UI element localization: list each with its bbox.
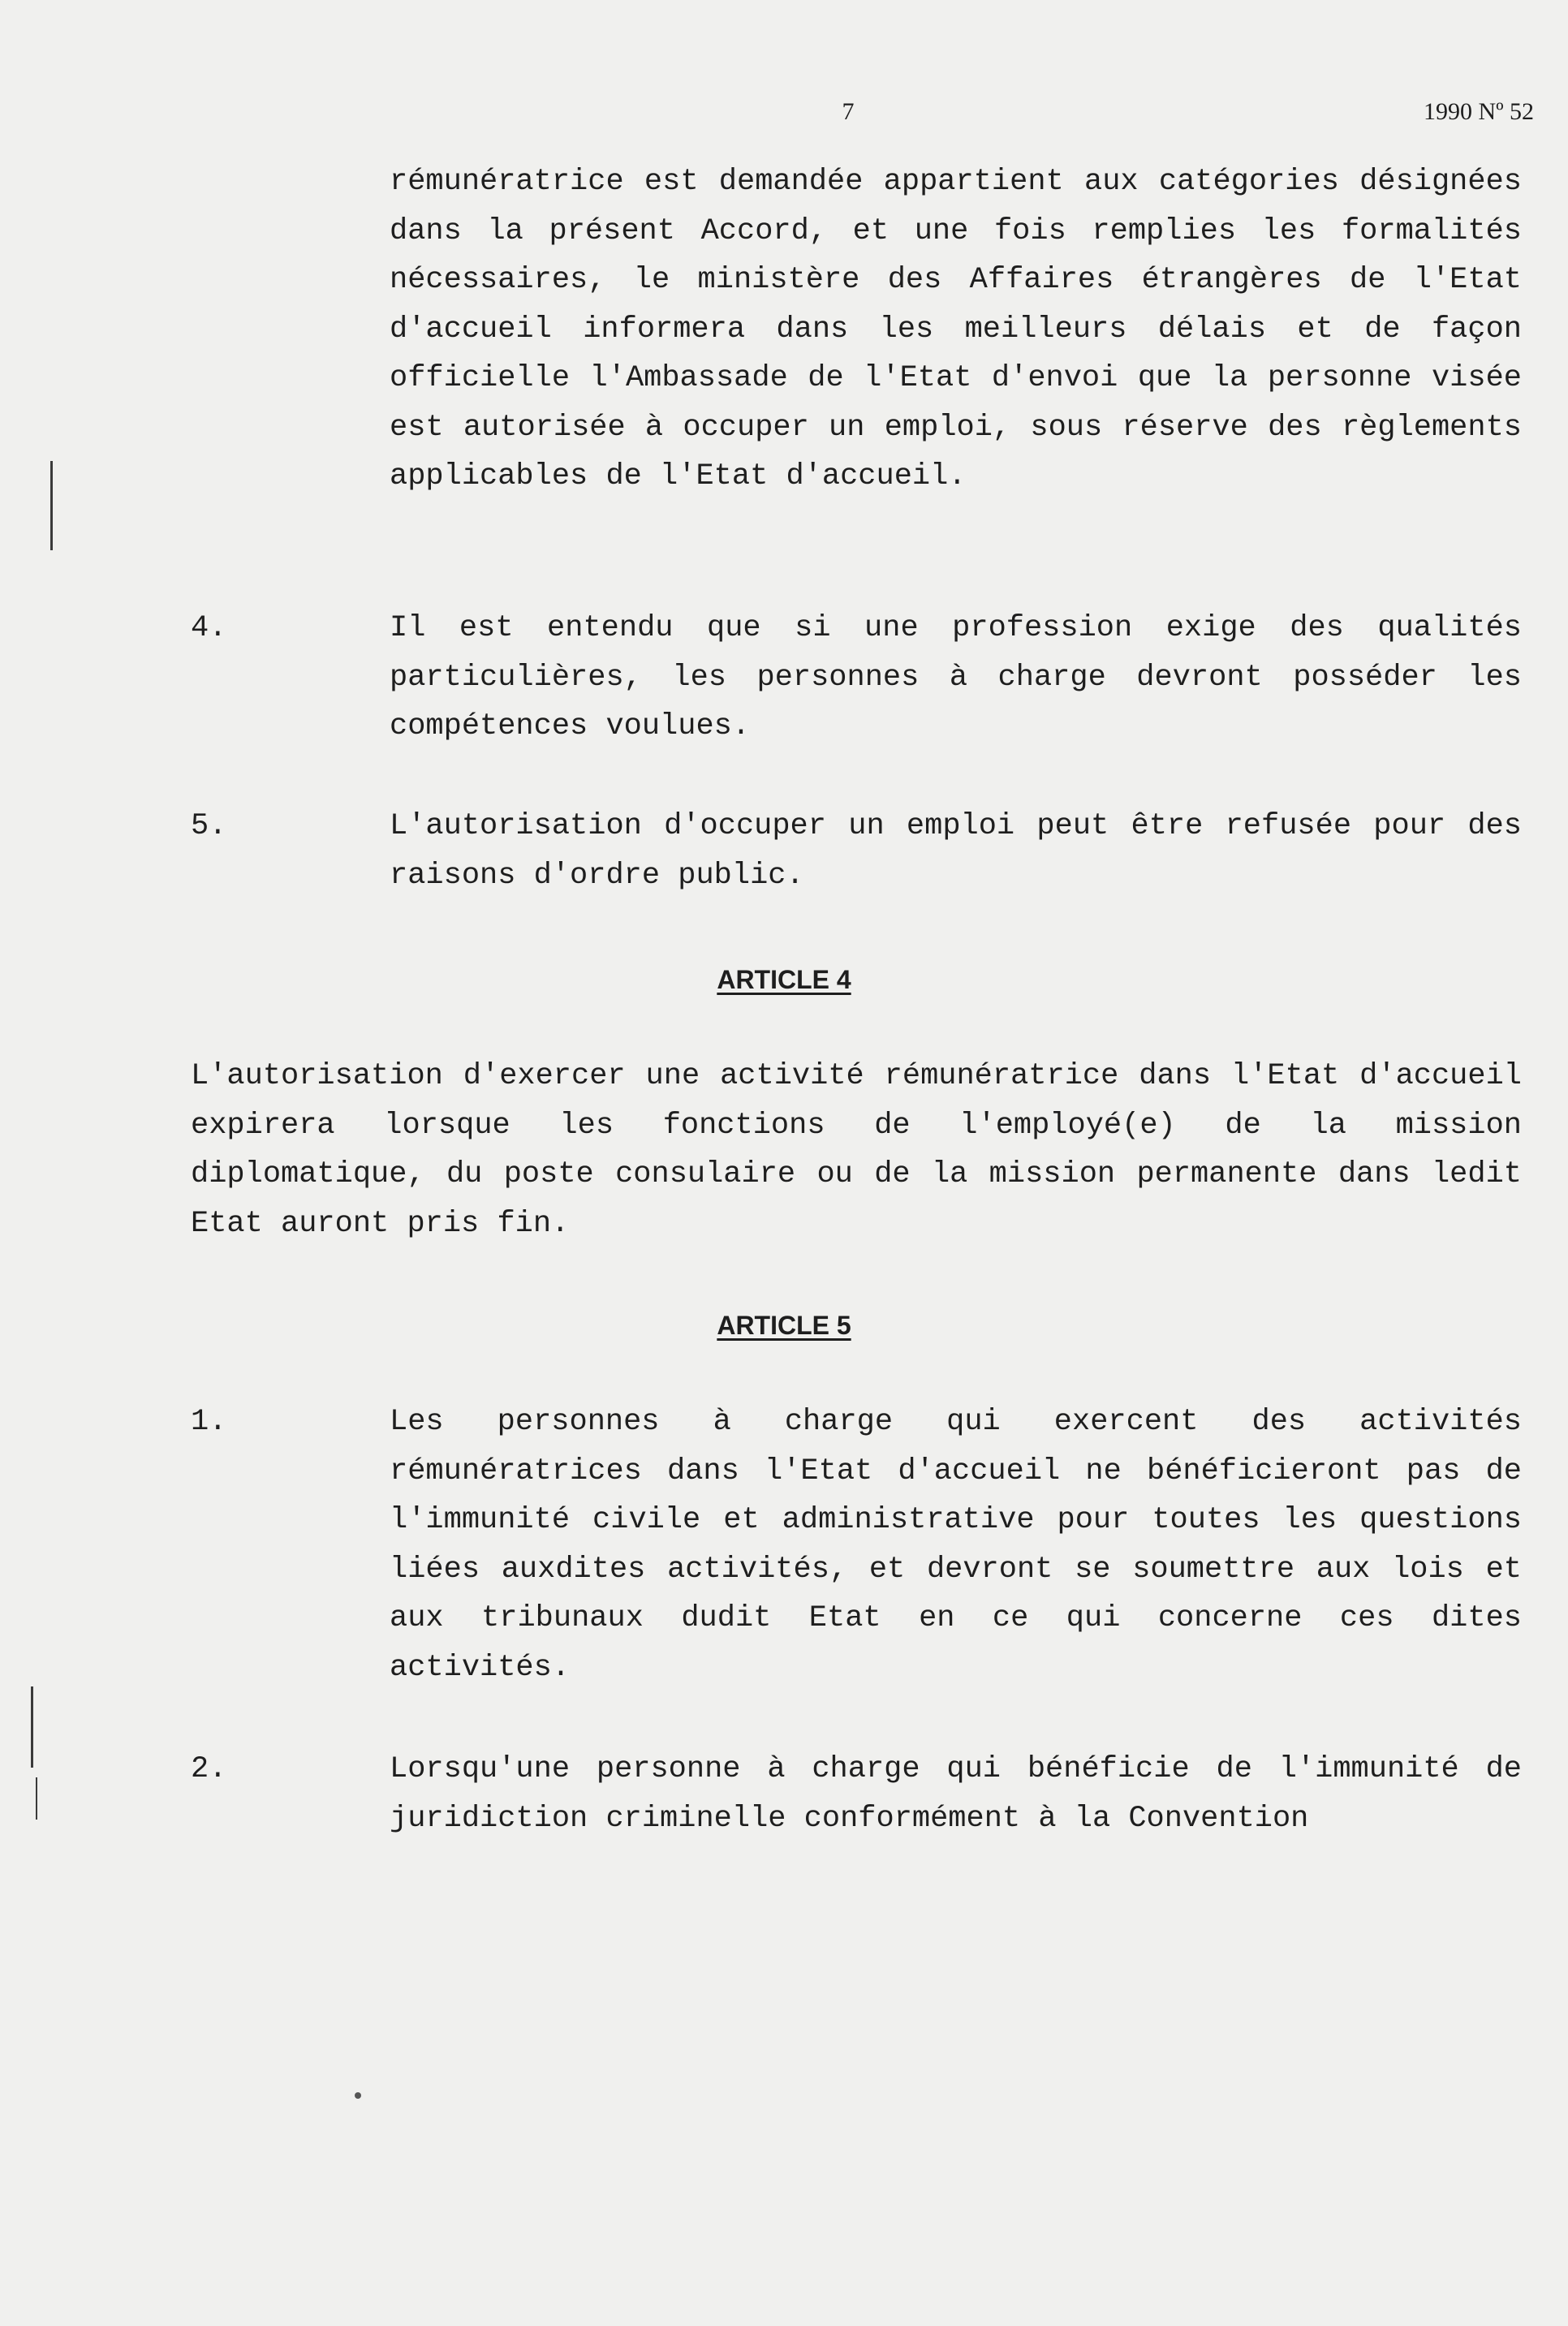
binding-staple-mark-upper [50, 461, 53, 550]
article-5-item-2-text: Lorsqu'une personne à charge qui bénéficie de l'immunité de juridiction criminelle conformément à la Convention [390, 1752, 1522, 1836]
article-5-item-2 [390, 1745, 1522, 1843]
article-5-item-1-number: 1. [191, 1405, 227, 1439]
article-4-paragraph [191, 1052, 1522, 1248]
paragraph-5-number: 5. [191, 809, 227, 843]
article-5-item-1 [390, 1398, 1522, 1692]
article-5-heading: ARTICLE 5 [717, 1311, 851, 1340]
paragraph-4-number: 4. [191, 611, 227, 645]
binding-staple-mark-lower [31, 1686, 33, 1768]
page-number: 7 [842, 98, 855, 125]
document-reference: 1990 Nº 52 [1424, 98, 1534, 125]
paragraph-5-text: L'autorisation d'occuper un emploi peut être refusée pour des raisons d'ordre public. [390, 809, 1522, 893]
binding-staple-mark-tail [36, 1777, 37, 1820]
paragraph-4 [390, 604, 1522, 752]
paragraph-5 [390, 802, 1522, 900]
article-5-item-2-number: 2. [191, 1752, 227, 1786]
article-5-item-1-text: Les personnes à charge qui exercent des activités rémunératrices dans l'Etat d'accueil ne bénéficieront pas de l'immunité civile et administrative pour toutes les questions liées auxdites activités, et devront se soumettre aux lois et aux tribunaux dudit Etat en ce qui concerne ces dites activités. [390, 1405, 1522, 1685]
paper-speck [355, 2092, 361, 2099]
continuation-paragraph [390, 157, 1522, 502]
continuation-text: rémunératrice est demandée appartient aux catégories désignées dans la présent Accord, et une fois remplies les formalités nécessaires, le ministère des Affaires étrangères de l'Etat d'accueil informera dans les meilleurs délais et de façon officielle l'Ambassade de l'Etat d'envoi que la personne visée est autorisée à occuper un emploi, sous réserve des règlements applicables de l'Etat d'accueil. [390, 165, 1522, 493]
paragraph-4-text: Il est entendu que si une profession exige des qualités particulières, les personnes à charge devront posséder les compétences voulues. [390, 611, 1522, 743]
article-4-text: L'autorisation d'exercer une activité rémunératrice dans l'Etat d'accueil expirera lorsque les fonctions de l'employé(e) de la mission diplomatique, du poste consulaire ou de la mission permanente dans ledit Etat auront pris fin. [191, 1059, 1522, 1241]
article-4-heading: ARTICLE 4 [717, 965, 851, 994]
